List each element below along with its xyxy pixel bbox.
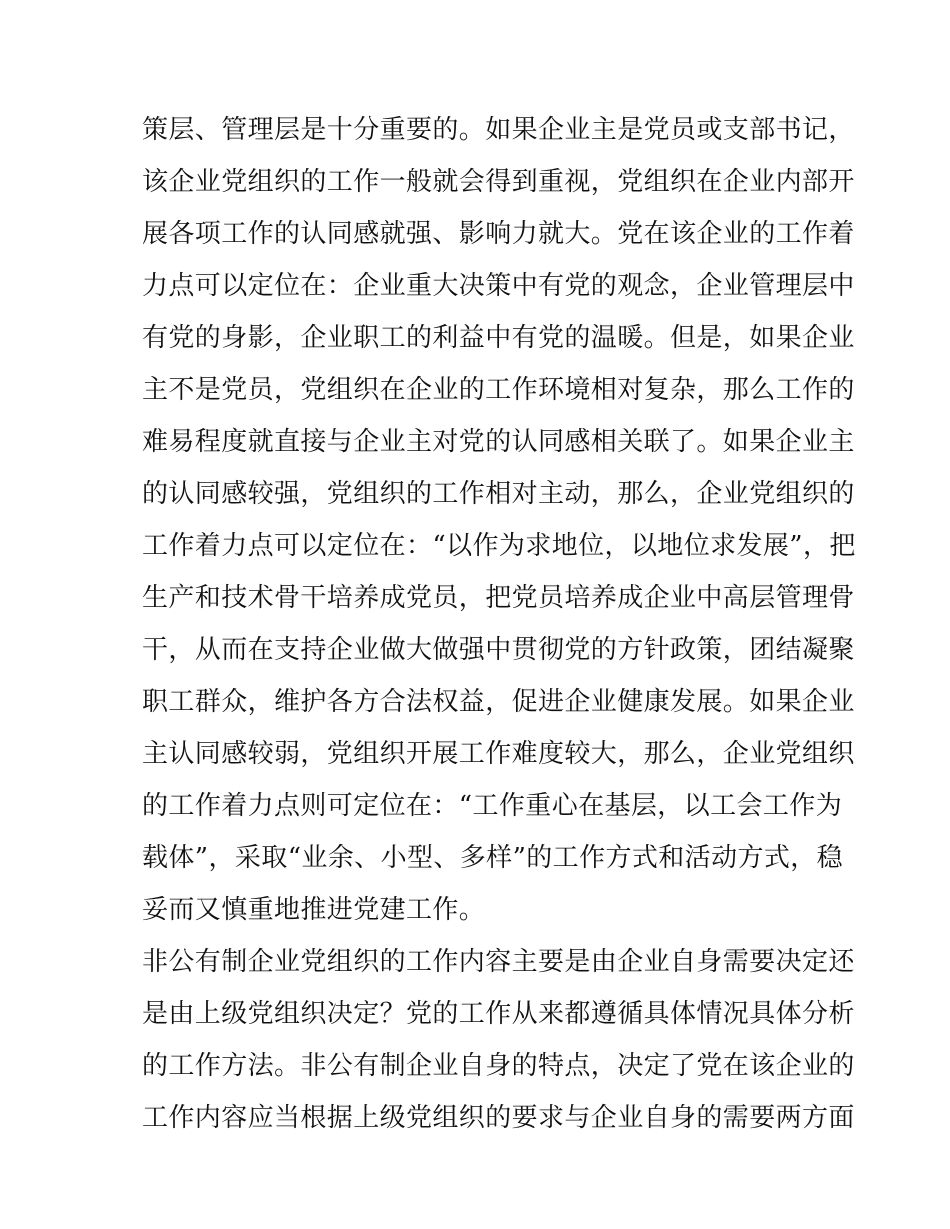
text-line: 职工群众，维护各方合法权益，促进企业健康发展。如果企业 [142, 687, 855, 717]
text-line: 载体”，采取“业余、小型、多样”的工作方式和活动方式，稳 [142, 843, 844, 873]
text-line: 是由上级党组织决定？党的工作从来都遵循具体情况具体分析 [142, 999, 855, 1029]
text-line: 有党的身影，企业职工的利益中有党的温暖。但是，如果企业 [142, 323, 855, 353]
text-line: 力点可以定位在：企业重大决策中有党的观念，企业管理层中 [142, 271, 855, 301]
text-line: 该企业党组织的工作一般就会得到重视，党组织在企业内部开 [142, 167, 855, 197]
text-line: 工作内容应当根据上级党组织的要求与企业自身的需要两方面 [142, 1103, 855, 1133]
text-line: 非公有制企业党组织的工作内容主要是由企业自身需要决定还 [142, 947, 855, 977]
text-line: 生产和技术骨干培养成党员，把党员培养成企业中高层管理骨 [142, 583, 855, 613]
text-line: 的认同感较强，党组织的工作相对主动，那么，企业党组织的 [142, 479, 855, 509]
text-line: 干，从而在支持企业做大做强中贯彻党的方针政策，团结凝聚 [142, 635, 855, 665]
text-line: 主不是党员，党组织在企业的工作环境相对复杂，那么工作的 [142, 375, 855, 405]
text-line: 的工作着力点则可定位在：“工作重心在基层，以工会工作为 [142, 791, 843, 821]
text-line: 难易程度就直接与企业主对党的认同感相关联了。如果企业主 [142, 427, 855, 457]
body-text [142, 104, 856, 1144]
text-line: 策层、管理层是十分重要的。如果企业主是党员或支部书记， [142, 115, 855, 145]
text-line: 妥而又慎重地推进党建工作。 [142, 895, 486, 925]
text-line: 的工作方法。非公有制企业自身的特点，决定了党在该企业的 [142, 1051, 855, 1081]
text-line: 工作着力点可以定位在：“以作为求地位，以地位求发展”，把 [142, 531, 856, 561]
text-line: 展各项工作的认同感就强、影响力就大。党在该企业的工作着 [142, 219, 855, 249]
text-line: 主认同感较弱，党组织开展工作难度较大，那么，企业党组织 [142, 739, 855, 769]
